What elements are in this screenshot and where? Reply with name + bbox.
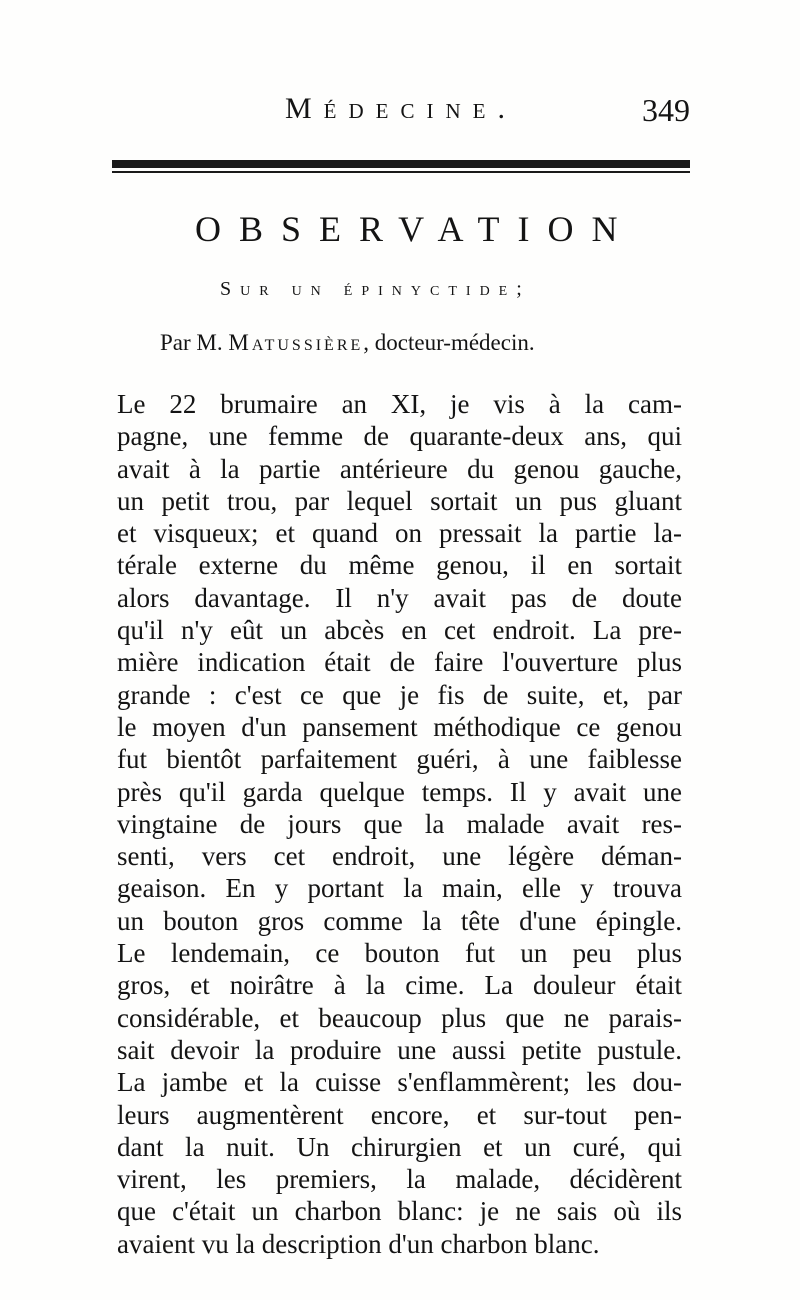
text-line: virent, les premiers, la malade, décidèrent (117, 1164, 682, 1195)
byline-author: Matussière (228, 330, 364, 355)
byline (160, 330, 535, 356)
byline-prefix: Par M. (160, 330, 223, 355)
text-line: vingtaine de jours que la malade avait res- (117, 808, 682, 839)
article-subtitle: Sur un épinyctide; (220, 278, 531, 300)
header-rule-thin (112, 171, 690, 173)
text-line: térale externe du même genou, il en sortait (117, 550, 682, 581)
header-rule (112, 160, 690, 174)
text-line: sait devoir la produire une aussi petite pustule. (117, 1034, 682, 1065)
running-title: Médecine. (285, 92, 517, 125)
running-head (110, 92, 690, 132)
text-line: pagne, une femme de quarante-deux ans, qui (117, 421, 682, 452)
article-title: OBSERVATION (195, 209, 636, 249)
body-text (117, 388, 682, 1260)
text-line: un bouton gros comme la tête d'une épingle. (117, 905, 682, 936)
text-line: grande : c'est ce que je fis de suite, et, par (117, 679, 682, 710)
text-line: considérable, et beaucoup plus que ne parais- (117, 1002, 682, 1033)
text-line: près qu'il garda quelque temps. Il y avait une (117, 776, 682, 807)
text-line: le moyen d'un pansement méthodique ce genou (117, 711, 682, 742)
text-line: leurs augmentèrent encore, et sur-tout pen- (117, 1099, 682, 1130)
text-line: geaison. En y portant la main, elle y trouva (117, 873, 682, 904)
byline-suffix: , docteur-médecin. (363, 330, 535, 355)
page-number: 349 (642, 92, 690, 128)
text-line: gros, et noirâtre à la cime. La douleur était (117, 970, 682, 1001)
text-line: alors davantage. Il n'y avait pas de doute (117, 582, 682, 613)
text-line: La jambe et la cuisse s'enflammèrent; les dou- (117, 1067, 682, 1098)
text-line: dant la nuit. Un chirurgien et un curé, qui (117, 1131, 682, 1162)
text-line: que c'était un charbon blanc: je ne sais où ils (117, 1196, 682, 1227)
text-line: Le lendemain, ce bouton fut un peu plus (117, 938, 682, 969)
text-line: et visqueux; et quand on pressait la partie la- (117, 518, 682, 549)
text-line: avaient vu la description d'un charbon blanc. (117, 1228, 600, 1259)
text-line: qu'il n'y eût un abcès en cet endroit. La pre- (117, 615, 682, 646)
header-rule-thick (112, 160, 690, 168)
text-line: senti, vers cet endroit, une légère déman- (117, 841, 682, 872)
text-line: avait à la partie antérieure du genou gauche, (117, 453, 682, 484)
text-line: fut bientôt parfaitement guéri, à une faiblesse (117, 744, 682, 775)
text-line: Le 22 brumaire an XI, je vis à la cam- (117, 389, 682, 419)
text-line: un petit trou, par lequel sortait un pus gluant (117, 485, 682, 516)
text-line: mière indication était de faire l'ouverture plus (117, 647, 682, 678)
